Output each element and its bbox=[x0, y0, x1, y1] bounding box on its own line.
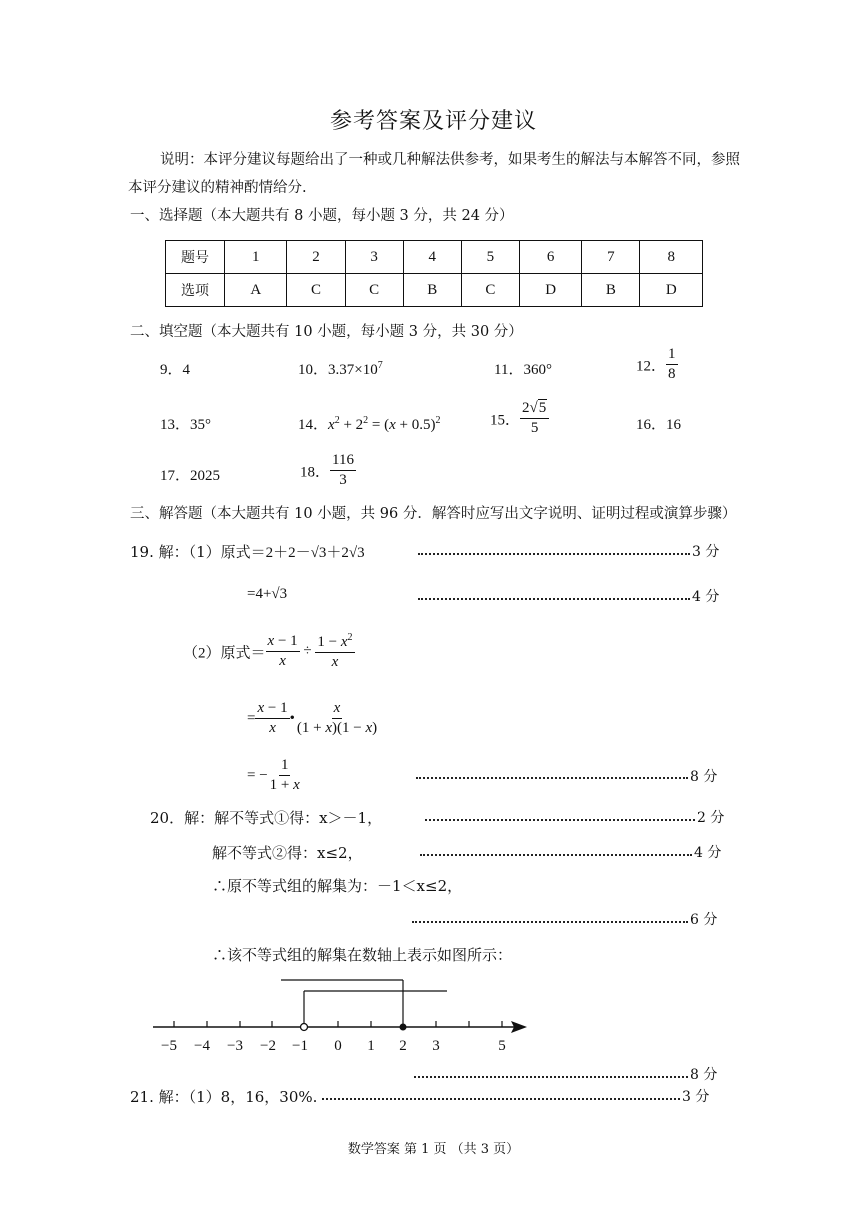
q19-step2: = $\frac{x - 1}{x}$ • $\frac{x}{(1 + x)(1 - x)}$ bbox=[247, 700, 378, 737]
tick-label: −2 bbox=[260, 1038, 276, 1054]
tick-label: 5 bbox=[498, 1038, 506, 1054]
table-cell: B bbox=[582, 274, 640, 307]
q20-line3: ∴原不等式组的解集为：－1＜x≤2， bbox=[212, 877, 463, 895]
fill-q18: 18． $\frac{116}{3}$ bbox=[300, 452, 354, 489]
q19-line2: =4+√3 bbox=[247, 586, 288, 602]
table-cell: 5 bbox=[461, 241, 519, 274]
dot-leader bbox=[416, 777, 688, 779]
fill-q15: 15． $\frac{2√5}{5}$ bbox=[490, 400, 549, 438]
dot-leader bbox=[414, 1076, 688, 1078]
score: 6 分 bbox=[690, 912, 718, 928]
fill-q13: 13．35° bbox=[160, 417, 212, 433]
q19-step3: = − $\frac{1}{1 + x}$ bbox=[247, 757, 300, 794]
score: 4 分 bbox=[694, 845, 722, 861]
section-1-heading: 一、选择题（本大题共有 8 小题，每小题 3 分，共 24 分） bbox=[130, 208, 514, 224]
q19-line1: 19. 解：（1）原式＝2＋2－√3＋2√3 bbox=[130, 543, 365, 561]
dot-leader bbox=[420, 854, 692, 856]
grading-note: 说明：本评分建议每题给出了一种或几种解法供参考，如果考生的解法与本解答不同，参照本评分建议的精神酌情给分. bbox=[128, 152, 740, 196]
q19-part2: （2）原式＝ $\frac{x - 1}{x}$ ÷ $\frac{1 - x^2}{x}$ bbox=[183, 632, 353, 671]
answer-table bbox=[165, 240, 703, 307]
table-cell: B bbox=[403, 274, 461, 307]
table-cell: D bbox=[519, 274, 581, 307]
dot-leader bbox=[418, 598, 690, 600]
table-row-answers bbox=[166, 274, 703, 307]
score: 3 分 bbox=[692, 544, 720, 560]
ticks bbox=[174, 1021, 502, 1027]
table-cell: C bbox=[345, 274, 403, 307]
section-2-heading: 二、填空题（本大题共有 10 小题，每小题 3 分，共 30 分） bbox=[130, 324, 523, 340]
tick-label: −4 bbox=[194, 1038, 210, 1054]
fill-q17: 17．2025 bbox=[160, 468, 221, 484]
q21-line1: 21. 解：（1）8，16，30%. bbox=[130, 1088, 318, 1106]
table-header-cell: 选项 bbox=[166, 274, 225, 307]
tick-label: 0 bbox=[334, 1038, 342, 1054]
tick-label: 3 bbox=[432, 1038, 440, 1054]
table-cell: 7 bbox=[582, 241, 640, 274]
table-cell: 1 bbox=[225, 241, 287, 274]
table-header-cell: 题号 bbox=[166, 241, 225, 274]
tick-label: 1 bbox=[367, 1038, 375, 1054]
table-cell: 2 bbox=[287, 241, 345, 274]
closed-point bbox=[400, 1024, 407, 1031]
dot-leader bbox=[418, 553, 690, 555]
page-title: 参考答案及评分建议 bbox=[329, 109, 537, 134]
dot-leader bbox=[322, 1098, 680, 1100]
page-footer: 数学答案 第 1 页 （共 3 页） bbox=[347, 1142, 520, 1157]
fill-q10: 10．$3.37\times 10^7$ bbox=[298, 360, 383, 378]
score: 4 分 bbox=[692, 589, 720, 605]
table-cell: 3 bbox=[345, 241, 403, 274]
dot-leader bbox=[412, 921, 688, 923]
tick-label: −1 bbox=[292, 1038, 308, 1054]
table-cell: 6 bbox=[519, 241, 581, 274]
tick-label: −3 bbox=[227, 1038, 243, 1054]
tick-label: 2 bbox=[399, 1038, 407, 1054]
fill-q16: 16．16 bbox=[636, 417, 682, 433]
q20-line2: 解不等式②得：x≤2， bbox=[212, 844, 363, 862]
tick-label: −5 bbox=[161, 1038, 177, 1054]
score: 8 分 bbox=[690, 1067, 718, 1083]
table-cell: D bbox=[640, 274, 703, 307]
q20-line4: ∴该不等式组的解集在数轴上表示如图所示： bbox=[212, 946, 513, 964]
table-cell: 4 bbox=[403, 241, 461, 274]
section-3-heading: 三、解答题（本大题共有 10 小题，共 96 分．解答时应写出文字说明、证明过程或演算步骤） bbox=[130, 506, 737, 522]
table-cell: C bbox=[461, 274, 519, 307]
score: 8 分 bbox=[690, 769, 718, 785]
score: 3 分 bbox=[682, 1089, 710, 1105]
table-cell: A bbox=[225, 274, 287, 307]
table-cell: C bbox=[287, 274, 345, 307]
dot-leader bbox=[425, 819, 695, 821]
fill-q9: 9．4 bbox=[160, 362, 191, 378]
fill-q11: 11．360° bbox=[494, 362, 552, 378]
q20-line1: 20．解：解不等式①得：x＞－1， bbox=[150, 809, 383, 827]
fill-q14: 14．$x^2 + 2^2 = (x + 0.5)^2$ bbox=[298, 415, 441, 433]
table-cell: 8 bbox=[640, 241, 703, 274]
table-row-numbers bbox=[166, 241, 703, 274]
number-line bbox=[0, 970, 867, 1060]
fill-q12: 12． $\frac{1}{8}$ bbox=[636, 346, 676, 383]
score: 2 分 bbox=[697, 810, 725, 826]
open-point bbox=[301, 1024, 308, 1031]
